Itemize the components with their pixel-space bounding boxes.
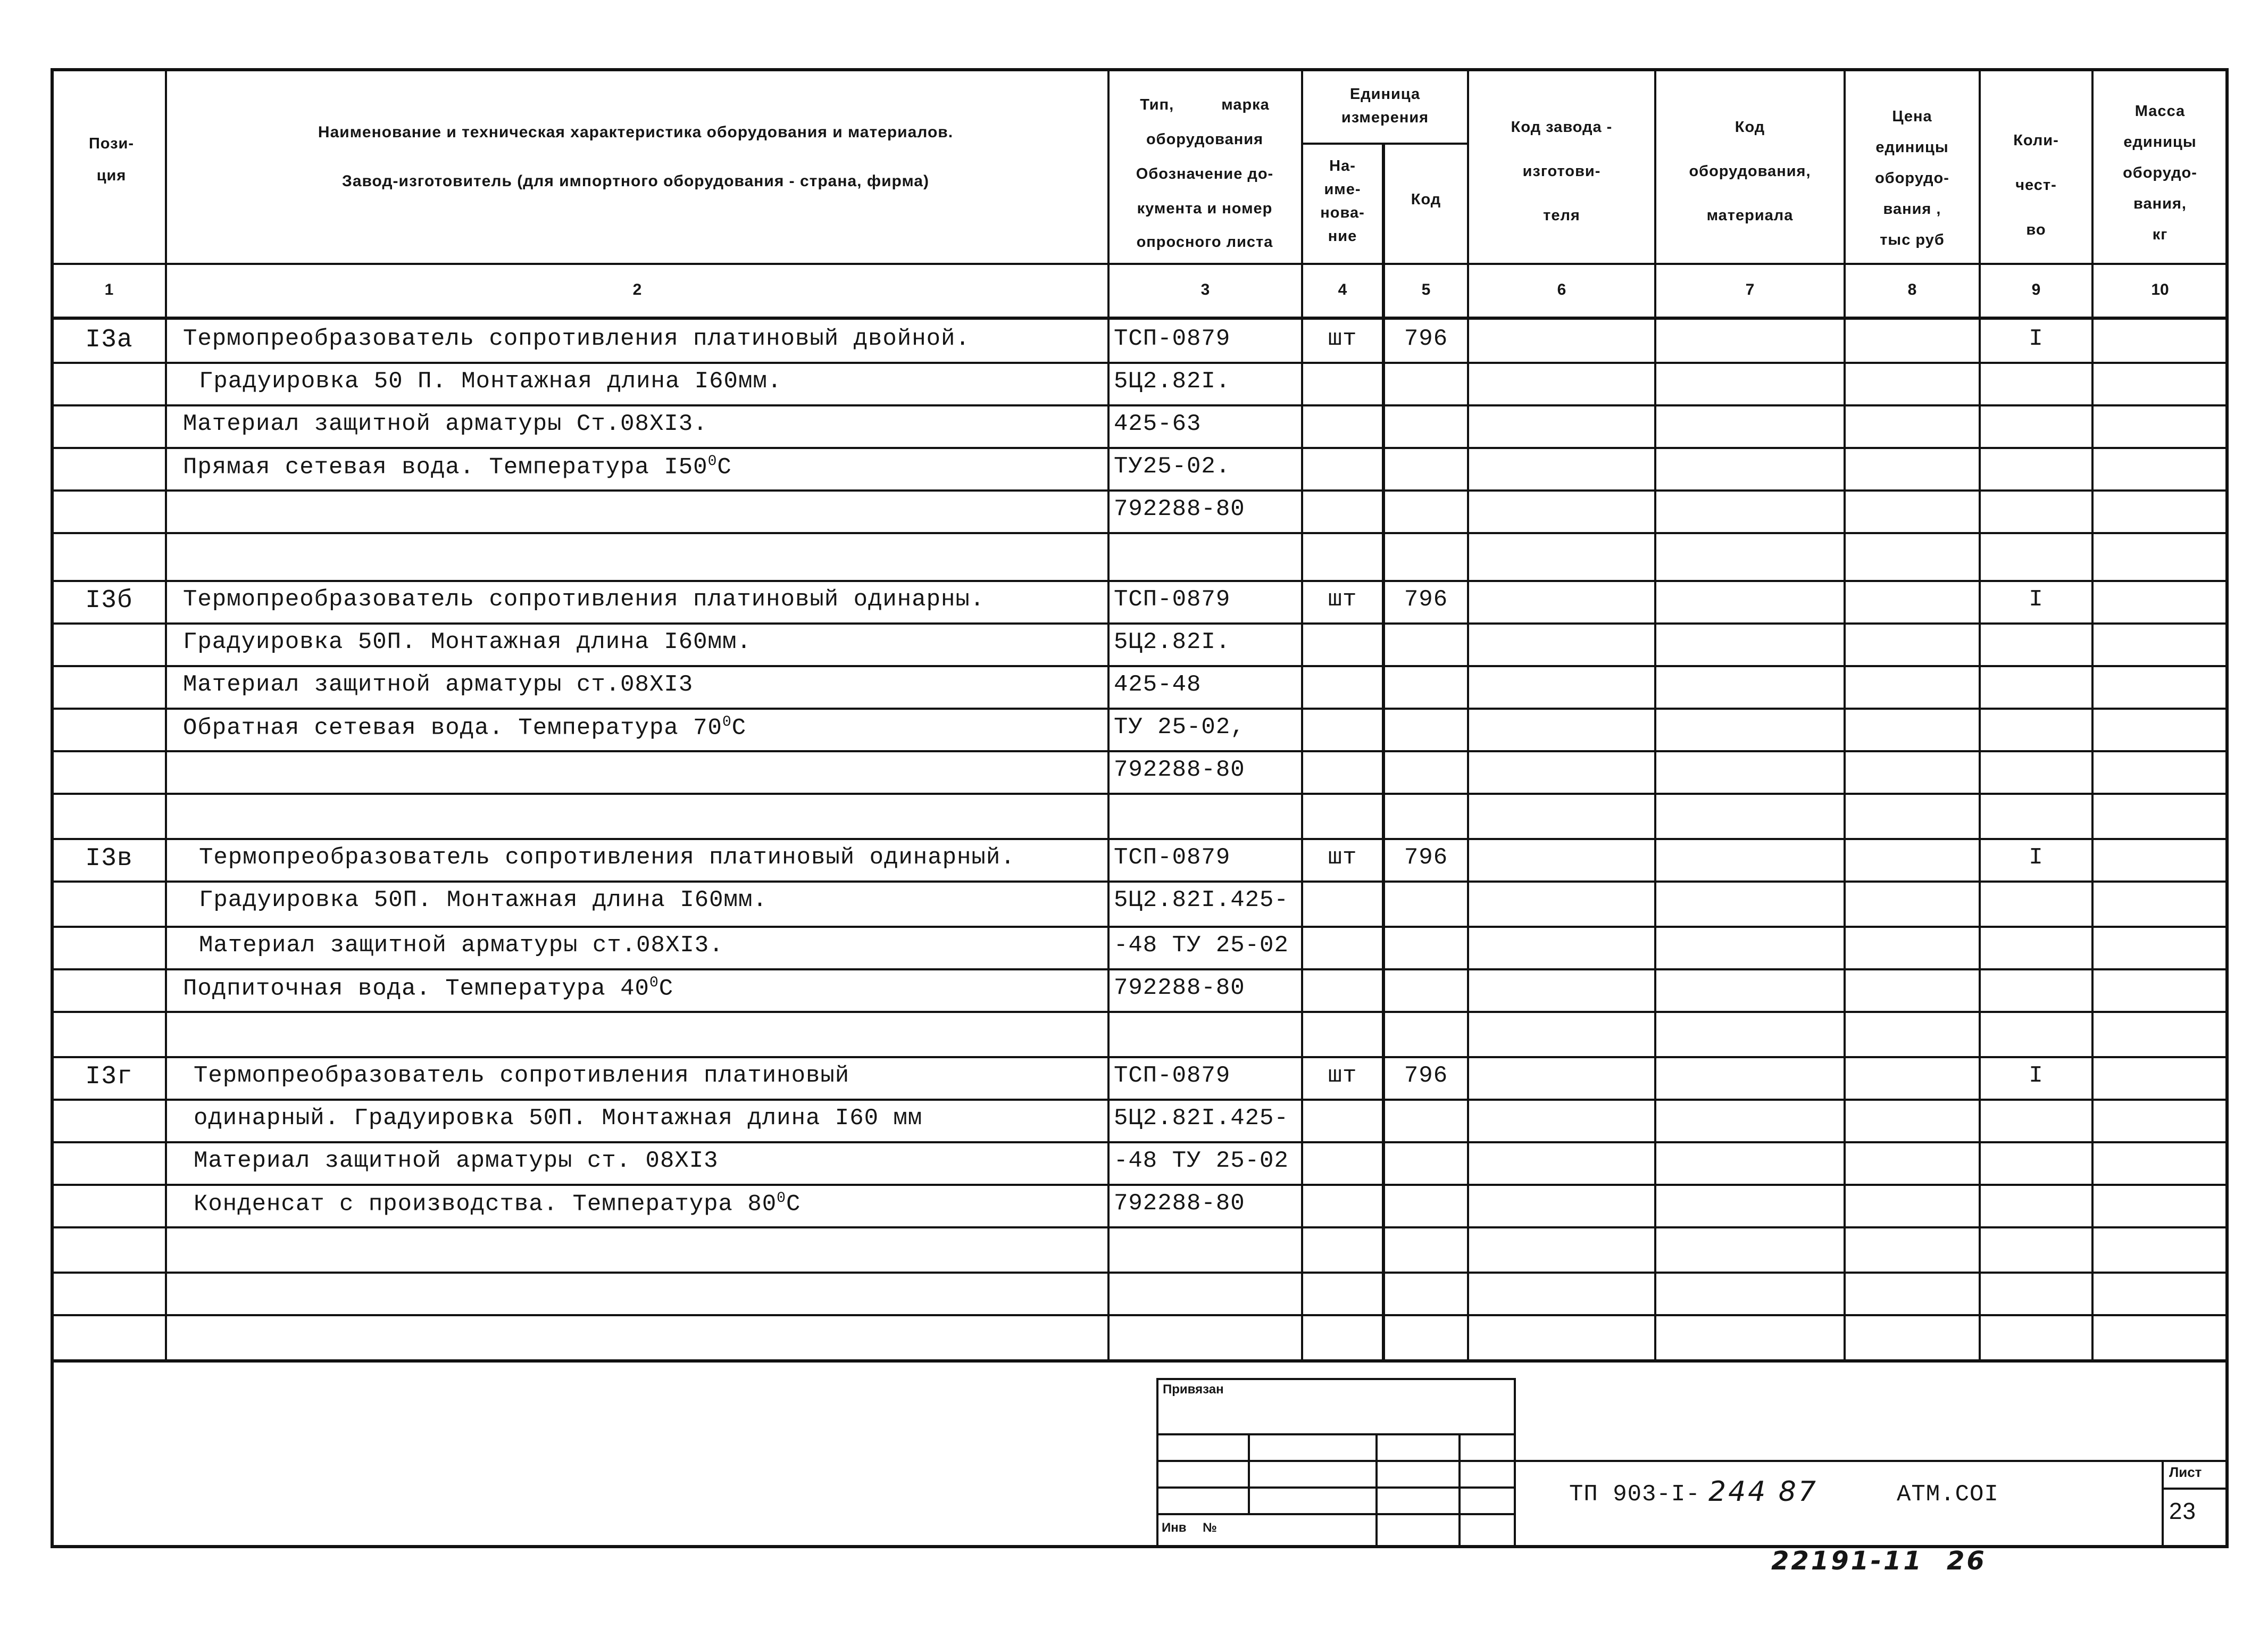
table-bottom [51, 1359, 2229, 1363]
stamp-right [1514, 1378, 1516, 1546]
sheet-box-divider [2162, 1488, 2227, 1490]
cell-name: Материал защитной арматуры ст.08ХI3. [199, 932, 724, 959]
row-line [51, 793, 2229, 795]
cell-quantity: I [2029, 1062, 2044, 1089]
stamp-top [1156, 1378, 1516, 1380]
cell-type: -48 ТУ 25-02 [1114, 1148, 1289, 1174]
row-line [51, 926, 2229, 928]
row-line [51, 404, 2229, 406]
cell-name: Термопреобразователь сопротивления платиновый [194, 1062, 850, 1089]
row-line [51, 1141, 2229, 1143]
colnum-10: 10 [2151, 281, 2169, 298]
header-unit-group: Единица измерения [1341, 86, 1429, 126]
cell-type: ТСП-0879 [1114, 1062, 1231, 1089]
cell-type: ТУ 25-02, [1114, 714, 1245, 741]
cell-name: Градуировка 50 П. Монтажная длина I60мм. [199, 368, 782, 395]
cell-name: Подпиточная вода. Температура $40^0С$ [183, 975, 674, 1002]
col-line-5 [1467, 68, 1469, 1361]
row-line [51, 1056, 2229, 1058]
cell-type: -48 ТУ 25-02 [1114, 932, 1289, 959]
col-line-8 [1979, 68, 1981, 1361]
row-line [51, 362, 2229, 364]
page-number: 26 [1947, 1546, 1987, 1576]
cell-type: 5Ц2.82I. [1114, 629, 1231, 655]
colnum-6: 6 [1557, 281, 1566, 298]
cell-type: 5Ц2.82I.425- [1114, 1105, 1289, 1132]
header-col3-line5: опросного листа [1136, 234, 1273, 251]
cell-name: Материал защитной арматуры Ст.08ХI3. [183, 411, 708, 437]
cell-name: Конденсат с производства. Температура $80^0С$ [194, 1190, 801, 1218]
cell-unit: шт [1328, 586, 1357, 613]
header-col2-line2: Завод-изготовитель (для импортного оборудования - страна, фирма) [342, 172, 929, 190]
cell-name: Градуировка 50П. Монтажная длина I60мм. [199, 887, 768, 913]
cell-type: 792288-80 [1114, 757, 1245, 783]
stamp-grid-h2 [1156, 1460, 1516, 1462]
row-line [51, 665, 2229, 667]
cell-unit: шт [1328, 1062, 1357, 1089]
stamp-grid-h4 [1156, 1513, 1516, 1515]
row-line [51, 622, 2229, 625]
cell-name: Термопреобразователь сопротивления платиновый одинарный. [199, 844, 1015, 871]
stamp-grid-v1 [1248, 1433, 1250, 1513]
row-line [51, 532, 2229, 534]
cell-name: одинарный. Градуировка 50П. Монтажная длина I60 мм [194, 1105, 923, 1132]
header-col9: Коли- чест- во [2013, 132, 2059, 238]
col-line-2 [1107, 68, 1110, 1361]
row-line [51, 1011, 2229, 1013]
sheet-label: Лист [2169, 1464, 2202, 1480]
header-col6-line3: теля [1543, 207, 1580, 224]
cell-position: I3б [85, 586, 133, 615]
cell-name: Прямая сетевая вода. Температура $I50^0С$ [183, 453, 732, 481]
header-col3-line4: кумента и номер [1137, 200, 1273, 217]
colnum-4: 4 [1338, 281, 1347, 298]
cell-type: 425-63 [1114, 411, 1202, 437]
cell-type: ТСП-0879 [1114, 844, 1231, 871]
colnum-3: 3 [1200, 281, 1210, 298]
cell-quantity: I [2029, 586, 2044, 613]
row-line [51, 708, 2229, 710]
doc-mark: АТМ.СОI [1897, 1481, 1999, 1508]
cell-type: 5Ц2.82I.425- [1114, 887, 1289, 913]
cell-code: 796 [1404, 586, 1448, 613]
cell-name: Материал защитной арматуры ст. 08ХI3 [194, 1148, 719, 1174]
cell-name: Материал защитной арматуры ст.08ХI3 [183, 671, 694, 698]
stamp-grid-h3 [1156, 1486, 1516, 1489]
cell-unit: шт [1328, 326, 1357, 352]
header-col10: Масса единицы оборудо- вания, кг [2123, 103, 2197, 243]
row-line [51, 968, 2229, 970]
cell-position: I3г [85, 1062, 133, 1091]
doc-code-prefix: ТП 903-I- [1569, 1481, 1700, 1508]
header-col6-line2: изготови- [1522, 163, 1601, 180]
col-line-7 [1844, 68, 1846, 1361]
cell-type: 5Ц2.82I. [1114, 368, 1231, 395]
cell-name: Градуировка 50П. Монтажная длина I60мм. [183, 629, 752, 655]
cell-type: 792288-80 [1114, 1190, 1245, 1217]
header-col7-line2: оборудования, [1689, 163, 1811, 180]
colnum-9: 9 [2031, 281, 2041, 298]
cell-type: ТУ25-02. [1114, 453, 1231, 480]
row-line [51, 447, 2229, 449]
row-line [51, 1314, 2229, 1316]
cell-type: 425-48 [1114, 671, 1202, 698]
cell-type: ТСП-0879 [1114, 586, 1231, 613]
row-line [51, 1184, 2229, 1186]
colnum-5: 5 [1421, 281, 1431, 298]
cell-type: ТСП-0879 [1114, 326, 1231, 352]
row-line [51, 750, 2229, 752]
stamp-grid-h1 [1156, 1433, 1516, 1435]
col-line-9 [2091, 68, 2094, 1361]
header-bottom-line [51, 263, 2229, 265]
cell-name: Термопреобразователь сопротивления платиновый двойной. [183, 326, 970, 352]
doc-code-handwritten: 244 87 [1708, 1476, 1818, 1508]
col-line-6 [1654, 68, 1656, 1361]
unit-group-line [1301, 143, 1469, 145]
cell-code: 796 [1404, 844, 1448, 871]
row-line [51, 489, 2229, 492]
row-line [51, 580, 2229, 582]
cell-type: 792288-80 [1114, 975, 1245, 1001]
cell-unit: шт [1328, 844, 1357, 871]
row-line [51, 1099, 2229, 1101]
cell-position: I3в [85, 844, 133, 873]
row-line [51, 1272, 2229, 1274]
header-col1: Пози- ция [88, 135, 135, 184]
row-line [51, 838, 2229, 840]
stamp-privyazan: Привязан [1163, 1382, 1224, 1397]
row-line [51, 881, 2229, 883]
colnum-8: 8 [1907, 281, 1917, 298]
cell-code: 796 [1404, 326, 1448, 352]
sheet-box-left [2162, 1460, 2164, 1546]
cell-position: I3а [85, 326, 133, 354]
header-col4: На- име- нова- ние [1320, 157, 1365, 245]
stamp-left [1156, 1378, 1158, 1546]
colnum-bottom-line [51, 317, 2229, 320]
cell-name: Термопреобразователь сопротивления платиновый одинарны. [183, 586, 985, 613]
cell-name: Обратная сетевая вода. Температура $70^0С$ [183, 714, 747, 742]
header-col7-line3: материала [1706, 207, 1794, 224]
header-col7-line1: Код [1735, 119, 1765, 136]
cell-code: 796 [1404, 1062, 1448, 1089]
stamp-grid-v3 [1458, 1433, 1461, 1546]
col-line-1 [165, 68, 167, 1361]
row-line [51, 1226, 2229, 1228]
title-block-top [1514, 1460, 2227, 1462]
stamp-inv: Инв № [1162, 1521, 1217, 1535]
header-col3-line2: оборудования [1146, 131, 1264, 148]
stamp-grid-v2 [1375, 1433, 1378, 1546]
archive-number: 22191-11 [1771, 1546, 1923, 1576]
header-col5: Код [1411, 191, 1441, 208]
header-col8: Цена единицы оборудо- вания , тыс руб [1875, 108, 1949, 248]
cell-quantity: I [2029, 844, 2044, 871]
colnum-7: 7 [1745, 281, 1755, 298]
colnum-1: 1 [104, 281, 114, 298]
cell-type: 792288-80 [1114, 496, 1245, 522]
frame-top [51, 68, 2229, 71]
colnum-2: 2 [632, 281, 642, 298]
header-col3-line1: Тип, марка [1140, 96, 1270, 113]
header-col6-line1: Код завода - [1511, 119, 1613, 136]
header-col2-line1: Наименование и техническая характеристика оборудования и материалов. [318, 123, 954, 141]
col-line-3 [1301, 68, 1303, 1361]
cell-quantity: I [2029, 326, 2044, 352]
header-col3-line3: Обозначение до- [1136, 165, 1274, 182]
sheet-number: 23 [2169, 1498, 2196, 1524]
